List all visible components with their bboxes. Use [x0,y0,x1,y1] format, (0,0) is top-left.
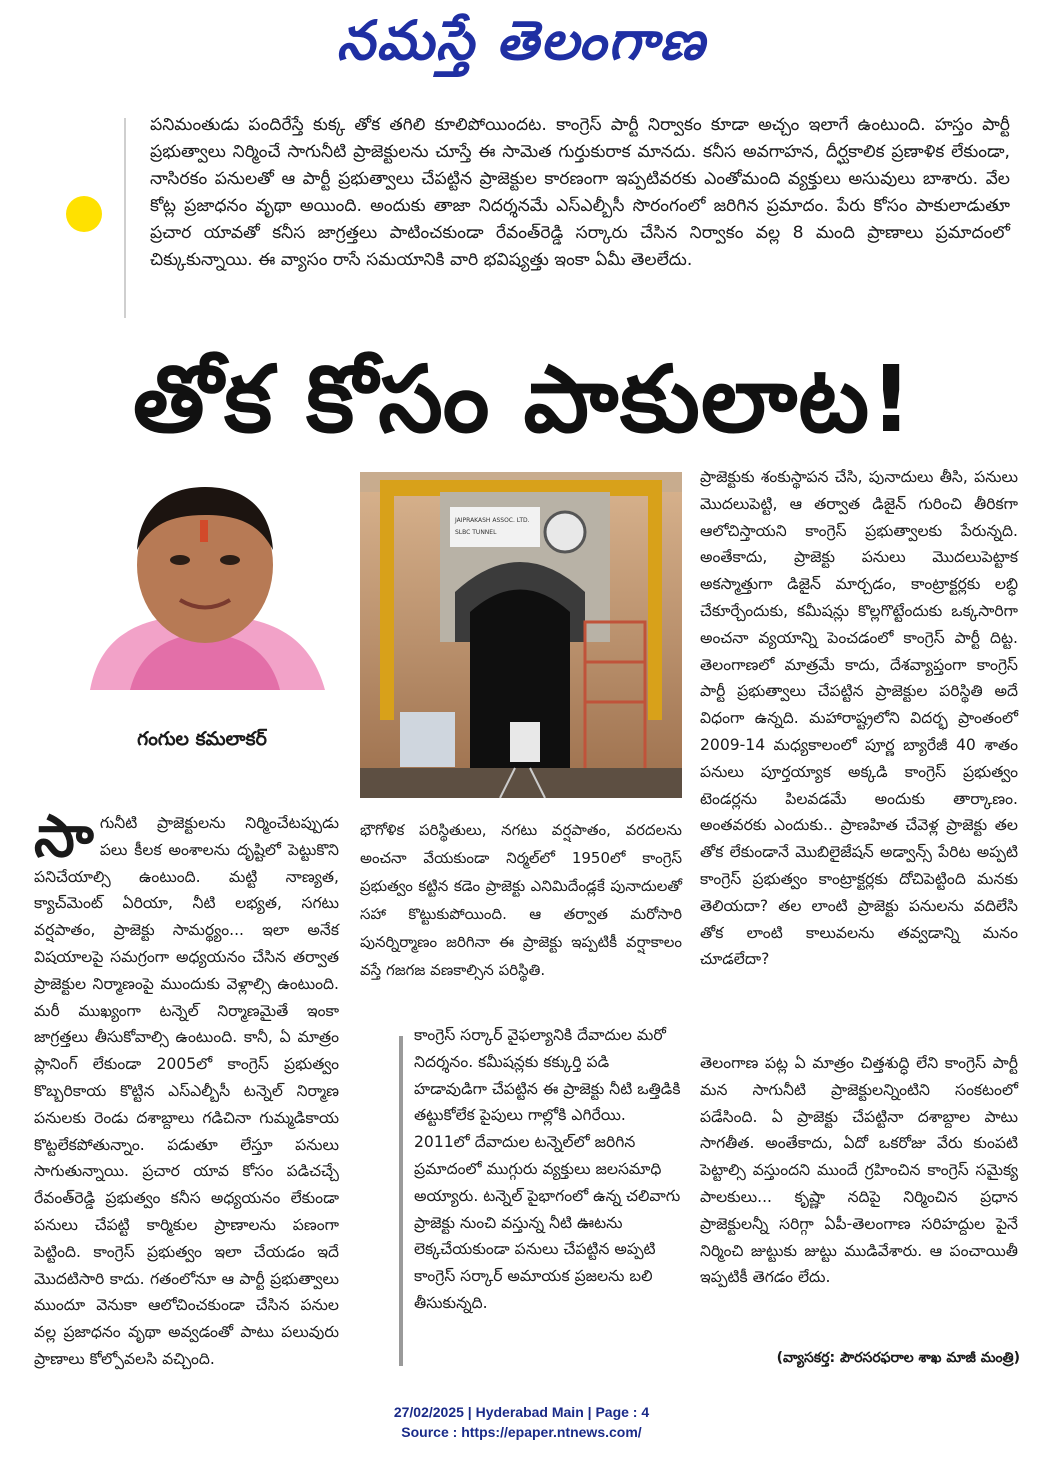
masthead-logo: నమస్తే తెలంగాణ [336,8,707,72]
svg-text:SLBC TUNNEL: SLBC TUNNEL [455,529,497,536]
column-3-text: ప్రాజెక్టుకు శంకుస్థాపన చేసి, పునాదులు తీసి, పనులు మొదలుపెట్టి, ఆ తర్వాత డిజైన్ గురించి తీరికగా ఆలోచిస్తాయని కాంగ్రెస్ ప్రభుత్వాలకు పేరున్నది. అంతేకాదు, ప్రాజెక్టు పనులు మొదలుపెట్టాక అకస్మాత్తుగా డిజైన్ మార్చడం, కాంట్రాక్టర్లకు లబ్ధి చేకూర్చేందుకు, కమీషన్లు కొల్లగొట్టేందుకు ఒక్కసారిగా అంచనా వ్యయాన్ని పెంచడంలో కాంగ్రెస్ పార్టీ దిట్ట. తెలంగాణలో మాత్రమే కాదు, దేశవ్యాప్తంగా కాంగ్రెస్ పార్టీ ప్రభుత్వాలు చేపట్టిన ప్రాజెక్టుల పరిస్థితి అదే విధంగా ఉన్నది. మహారాష్ట్రలోని విదర్భ ప్రాంతంలో 2009-14 మధ్యకాలంలో పూర్ణ బ్యారేజీ 40 శాతం పనులు పూర్తయ్యాక అక్కడి కాంగ్రెస్ ప్రభుత్వం టెండర్లను పిలవడమే అందుకు తార్కాణం. అంతవరకు ఎందుకు.. ప్రాణహిత చేవెళ్ల ప్రాజెక్టు తల తోక లేకుండానే మొబిలైజేషన్ అడ్వాన్స్ పేరిట అప్పటి కాంగ్రెస్ ప్రభుత్వం కాంట్రాక్టర్లకు దోచిపెట్టింది మనకు తెలియదా? తల లాంటి ప్రాజెక్టు పనులను వదిలేసి తోక లాంటి కాలువలను తవ్వడాన్ని మనం చూడలేదా? [700,468,1018,969]
column-1-text: గునీటి ప్రాజెక్టులను నిర్మించేటప్పుడు పలు కీలక అంశాలను దృష్టిలో పెట్టుకొని పనిచేయాల్సి ఉంటుంది. మట్టి నాణ్యత, క్యాచ్‌మెంట్ ఏరియా, నీటి లభ్యత, సగటు వర్షపాతం, ప్రాజెక్టు సామర్థ్యం... ఇలా అనేక విషయాలపై సమగ్రంగా అధ్యయనం చేసిన తర్వాత ప్రాజెక్టుల నిర్మాణంపై ముందుకు వెళ్లాల్సి ఉంటుంది. మరీ ముఖ్యంగా టన్నెల్ నిర్మాణమైతే ఇంకా జాగ్రత్తలు తీసుకోవాల్సి ఉంటుంది. కానీ, ఏ మాత్రం ప్లానింగ్ లేకుండా 2005లో కాంగ్రెస్ ప్రభుత్వం కొబ్బరికాయ కొట్టిన ఎస్ఎల్బీసీ టన్నెల్ నిర్మాణ పనులకు రెండు దశాబ్దాలు గడిచినా గుమ్మడికాయ కొట్టలేకపోతున్నాం. పడుతూ లేస్తూ పనులు సాగుతున్నాయి. ప్రచార యావ కోసం పడిచచ్చే రేవంత్‌రెడ్డి ప్రభుత్వం కనీస అధ్యయనం లేకుండా పనులు చేపట్టి కార్మికుల ప్రాణాలను పణంగా పెట్టింది. కాంగ్రెస్ ప్రభుత్వం ఇలా చేయడం ఇదే మొదటిసారి కాదు. గతంలోనూ ఆ పార్టీ ప్రభుత్వాలు ముందూ వెనుకా ఆలోచించకుండా చేసిన పనుల వల్ల ప్రజాధనం వృథా అవ్వడంతో పాటు పలువురు ప్రాణాలు కోల్పోవలసి వచ్చింది. [34,814,339,1368]
author-photo [70,465,340,690]
tunnel-sign-text: JAIPRAKASH ASSOC. LTD. [455,517,530,524]
photo-caption: భౌగోళిక పరిస్థితులు, నగటు వర్షపాతం, వరదలను అంచనా వేయకుండా నిర్మల్‌లో 1950లో కాంగ్రెస్ ప్రభుత్వం కట్టిన కడెం ప్రాజెక్టు ఎనిమిదేండ్లకే పునాదులతో సహా కొట్టుకుపోయింది. ఆ తర్వాత మరోసారి పునర్నిర్మాణం జరిగినా ఈ ప్రాజెక్టు ఇప్పటికీ వర్షాకాలం వస్తే గజగజ వణకాల్సిన పరిస్థితి. [360,821,682,979]
footer-source-link[interactable]: Source : https://epaper.ntnews.com/ [401,1424,642,1440]
tunnel-photo [360,472,682,798]
headline: తోక కోసం పాకులాట! [132,346,914,453]
drop-cap: సా [34,802,94,870]
footer-date-edition: 27/02/2025 | Hyderabad Main | Page : 4 [393,1404,650,1420]
intro-paragraph [150,112,1010,274]
pull-quote: కాంగ్రెస్ సర్కార్ వైఫల్యానికి దేవాదుల మరో నిదర్శనం. కమీషన్లకు కక్కుర్తి పడి హడావుడిగా చేపట్టిన ఈ ప్రాజెక్టు నీటి ఒత్తిడికి తట్టుకోలేక పైపులు గాల్లోకి ఎగిరేయి. 2011లో దేవాదుల టన్నెల్‌లో జరిగిన ప్రమాదంలో ముగ్గురు వ్యక్తులు జలసమాధి అయ్యారు. టన్నెల్ పైభాగంలో ఉన్న చలివాగు ప్రాజెక్టు నుంచి వస్తున్న నీటి ఊటను లెక్కచేయకుండా పనులు చేపట్టిన అప్పటి కాంగ్రెస్ సర్కార్ అమాయక ప్రజలను బలి తీసుకున్నది. [414,1026,681,1312]
author-note: (వ్యాసకర్త: పౌరసరఫరాల శాఖ మాజీ మంత్రి) [776,1350,1020,1366]
yellow-bullet-icon [66,196,102,232]
author-name: గంగుల కమలాకర్ [137,728,267,750]
intro-text: పనిమంతుడు పందిరేస్తే కుక్క తోక తగిలి కూలిపోయిందట. కాంగ్రెస్ పార్టీ నిర్వాకం కూడా అచ్చం ఇలాగే ఉంటుంది. హస్తం పార్టీ ప్రభుత్వాలు నిర్మించే సాగునీటి ప్రాజెక్టులను చూస్తే ఈ సామెత గుర్తుకురాక మానదు. కనీస అవగాహన, దీర్ఘకాలిక ప్రణాళిక లేకుండా, నాసిరకం పనులతో ఆ పార్టీ ప్రభుత్వాలు చేపట్టిన ప్రాజెక్టుల కారణంగా ఇప్పటివరకు ఎంతోమంది వ్యక్తులు అసువులు బాశారు. వేల కోట్ల ప్రజాధనం వృథా అయింది. అందుకు తాజా నిదర్శనమే ఎస్ఎల్బీసీ సొరంగంలో జరిగిన ప్రమాదం. పేరు కోసం పాకులాడుతూ ప్రచార యావతో కనీస జాగ్రత్తలు పాటించకుండా రేవంత్‌రెడ్డి సర్కారు చేసిన నిర్వాకం వల్ల 8 మంది ప్రాణాలు ప్రమాదంలో చిక్కుకున్నాయి. ఈ వ్యాసం రాసే సమయానికి వారి భవిష్యత్తు ఇంకా ఏమీ తెలలేదు. [150,115,1010,270]
article-column-3b [700,1050,1018,1291]
column-3b-text: తెలంగాణ పట్ల ఏ మాత్రం చిత్తశుద్ధి లేని కాంగ్రెస్ పార్టీ మన సాగునీటి ప్రాజెక్టులన్నింటిని సంకటంలో పడేసింది. ఏ ప్రాజెక్టు చేపట్టినా దశాబ్దాల పాటు సాగతీత. అంతేకాదు, ఏదో ఒకరోజు వేరు కుంపటి పెట్టాల్సి వస్తుందని ముందే గ్రహించిన కాంగ్రెస్ సమైక్య పాలకులు... కృష్ణా నదిపై నిర్మించిన ప్రధాన ప్రాజెక్టులన్నీ సరిగ్గా ఏపీ-తెలంగాణ సరిహద్దుల పైనే నిర్మించి జుట్టుకు జుట్టు ముడివేశారు. ఆ పంచాయితీ ఇప్పటికీ తెగడం లేదు. [700,1054,1018,1287]
article-column-3 [700,464,1018,973]
article-column-1 [34,802,339,1373]
quote-bar [399,1036,403,1366]
intro-divider [124,118,126,318]
footer [0,1402,1043,1442]
